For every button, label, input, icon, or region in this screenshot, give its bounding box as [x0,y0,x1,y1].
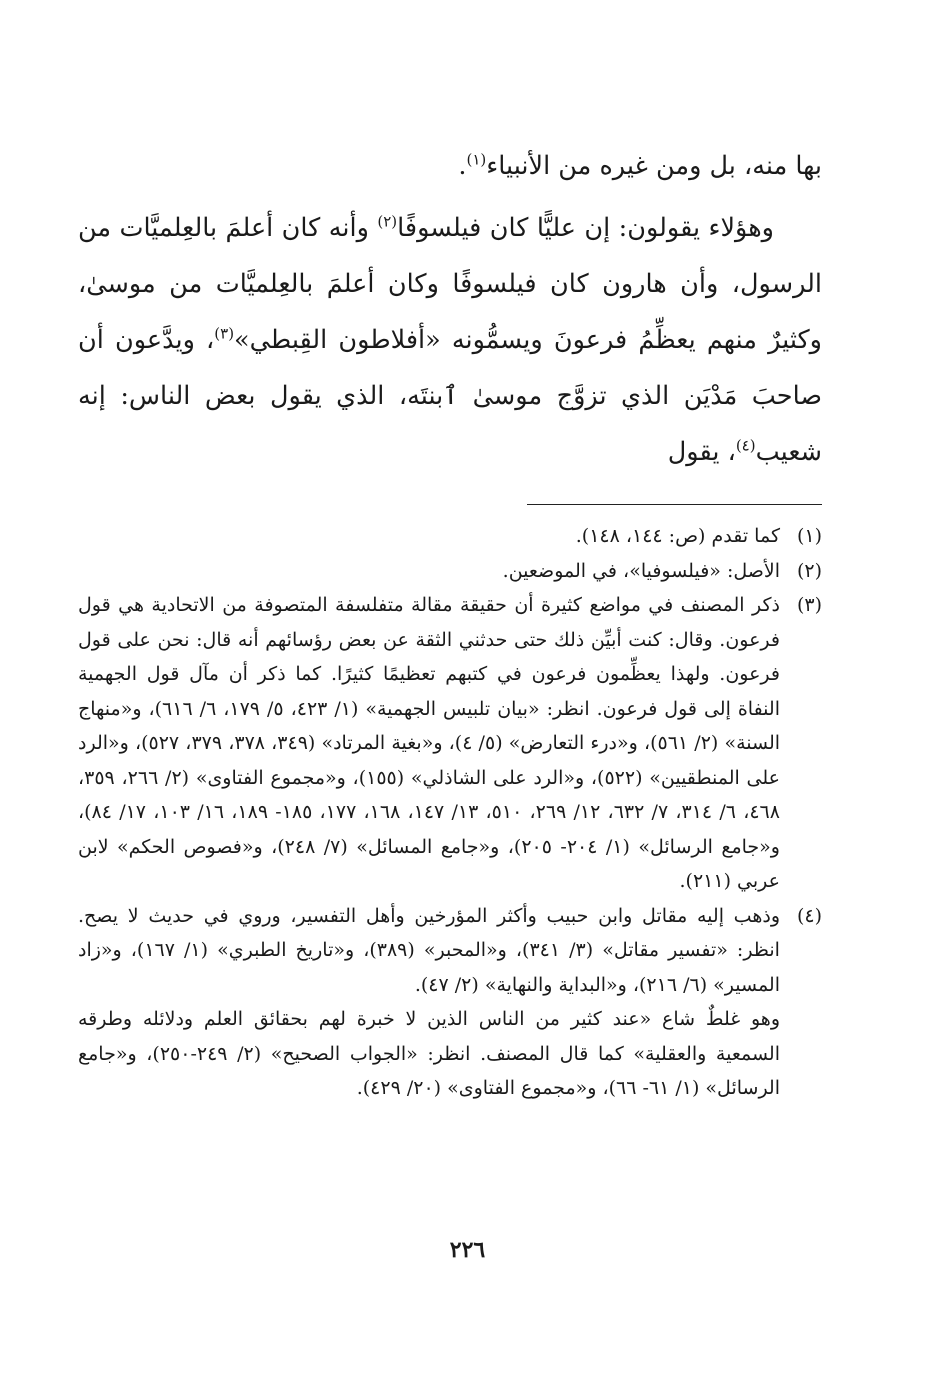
text-run: وهؤلاء يقولون: إن عليًّا كان فيلسوفًا [397,213,774,243]
footnote-item [78,899,822,1106]
footnote-ref-4[interactable]: (٤) [735,436,756,455]
footnote-body [78,588,780,899]
footnote-item [78,554,822,589]
footnote-text: وذهب إليه مقاتل وابن حبيب وأكثر المؤرخين وأهل التفسير، وروي في حديث لا يصح. انظر: «تفسير مقاتل» (٣/ ٣٤١)، و«المحبر» (٣٨٩)، و«تاريخ الطبري» (١/ ١٦٧)، و«زاد المسير» (٦/ ٢١٦)، و«البداية والنهاية» (٢/ ٤٧). [78,904,780,996]
main-text [78,138,822,480]
footnote-number: (٢) [796,559,822,582]
text-run: . [458,151,467,181]
footnote-ref-2[interactable]: (٢) [377,212,398,231]
page-number: ٢٢٦ [449,1237,486,1263]
page-content [78,138,822,1106]
footnote-ref-1[interactable]: (١) [466,150,487,169]
text-run: بها منه، بل ومن غيره من الأنبياء [486,151,822,181]
footnote-number: (٣) [796,594,822,616]
footnote-body [78,899,780,1106]
footnotes [78,519,822,1106]
footnote-text: وهو غلطٌ شاع «عند كثير من الناس الذين لا خبرة لهم بحقائق العلم ودلائله وطرقه السمعية والعقلية» كما قال المصنف. انظر: «الجواب الصحيح» (٢/ ٢٤٩-٢٥٠)، و«جامع الرسائل» (١/ ٦١- ٦٦)، و«مجموع الفتاوى» (٢٠/ ٤٢٩). [78,1008,780,1099]
footnote-text: ذكر المصنف في مواضع كثيرة أن حقيقة مقالة متفلسفة المتصوفة من الاتحادية هي قول فرعون. وقال: كنت أبيِّن ذلك حتى حدثني الثقة عن بعض رؤسائهم أنه قال: نحن على قول فرعون. ولهذا يعظِّمون فرعون في كتبهم تعظيمًا كثيرًا. كما ذكر أن مآل قول الجهمية النفاة إلى قول فرعون. انظر: «بيان تلبيس الجهمية» (١/ ٤٢٣، ٥/ ١٧٩، ٦/ ٦١٦)، و«منهاج السنة» (٢/ ٥٦١)، و«درء التعارض» (٥/ ٤)، و«بغية المرتاد» (٣٤٩، ٣٧٨، ٣٧٩، ٥٢٧)، و«الرد على المنطقيين» (٥٢٢)، و«الرد على الشاذلي» (١٥٥)، و«مجموع الفتاوى» (٢/ ٢٦٦، ٣٥٩، ٤٦٨، ٦/ ٣١٤، ٧/ ٦٣٢، ١٢/ ٢٦٩، ٥١٠، ١٣/ ١٤٧، ١٦٨، ١٧٧، ١٨٥- ١٨٩، ١٦/ ١٠٣، ١٧/ ٨٤)، و«جامع الرسائل» (١/ ٢٠٤- ٢٠٥)، و«جامع المسائل» (٧/ ٢٤٨)، و«فصوص الحكم» لابن عربي (٢١١). [78,594,781,892]
paragraph-1 [78,138,822,194]
footnote-item [78,588,822,899]
footnote-body [78,519,780,554]
footnote-number: (٤) [796,904,822,927]
footnote-body [78,554,780,589]
footnote-text: كما تقدم (ص: ١٤٤، ١٤٨). [575,525,780,547]
paragraph-2 [78,200,822,480]
footnote-separator [527,504,822,505]
footnote-ref-3[interactable]: (٣) [214,324,235,343]
footnote-text: الأصل: «فيلسوفيا»، في الموضعين. [502,559,780,582]
text-run: وأنه كان أعلمَ بالعِلميَّات من الرسول، وأن هارون كان فيلسوفًا وكان أعلمَ بالعِلميَّات من موسىٰ، وكثيرٌ منهم يعظِّمُ فرعونَ ويسمُّونه «أفلاطون القِبطي» [78,213,822,355]
footnote-item [78,519,822,554]
text-run: ، ويدَّعون أن صاحبَ مَدْيَن الذي تزوَّج موسىٰ ٱبنتَه، الذي يقول بعض الناس: إنه شعيب [78,325,822,467]
text-run: ، يقول [667,437,736,467]
footnote-number: (١) [796,525,822,547]
